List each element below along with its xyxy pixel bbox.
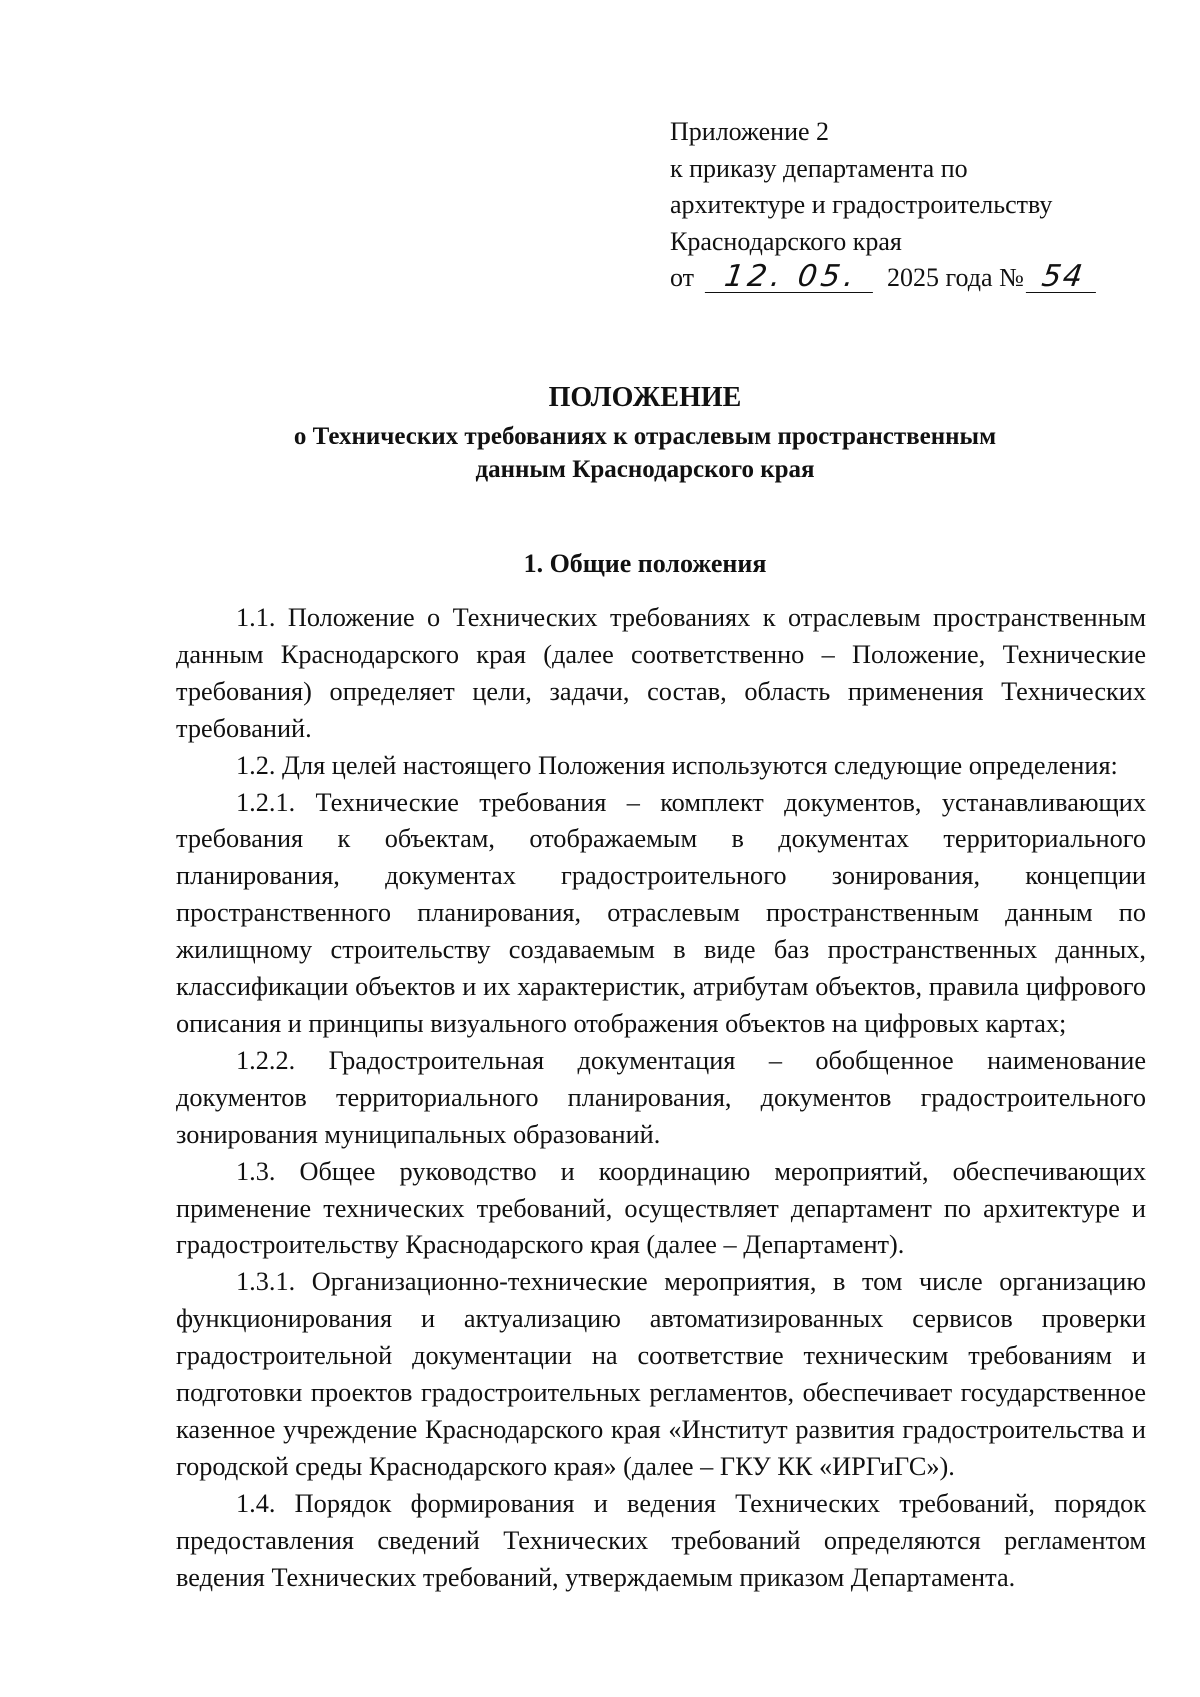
paragraph-1-3-1: 1.3.1. Организационно-технические мероприятия, в том числе организацию функционирования и актуализацию автоматизированных сервисов проверки градостроительной документации на соответствие техническим требованиям и подготовки проектов градостроительных регламентов, обеспечивает государственное казенное учреждение Краснодарского края «Институт развития градостроительства и городской среды Краснодарского края» (далее – ГКУ КК «ИРГиГС»).	[176, 1267, 1146, 1481]
date-prefix: от	[670, 263, 695, 292]
year-text: 2025 года №	[887, 263, 1024, 292]
appendix-line: Краснодарского края	[670, 226, 902, 256]
paragraph-1-2-1: 1.2.1. Технические требования – комплект документов, устанавливающих требования к объектам, отображаемым в документах территориального планирования, документах градостроительного зонирования, концепции пространственного планирования, отраслевым пространственным данным по жилищному строительству создаваемым в виде баз пространственных данных, классификации объектов и их характеристик, атрибутам объектов, правила цифрового описания и принципы визуального отображения объектов на цифровых картах;	[176, 787, 1146, 1038]
handwritten-number: 54	[1026, 262, 1100, 293]
paragraph-1-2-2: 1.2.2. Градостроительная документация – обобщенное наименование документов территориального планирования, документов градостроительного зонирования муниципальных образований.	[176, 1045, 1146, 1149]
document-title	[170, 382, 1120, 486]
title-main: ПОЛОЖЕНИЕ	[548, 382, 742, 413]
paragraph-1-1: 1.1. Положение о Технических требованиях к отраслевым пространственным данным Краснодарского края (далее соответственно – Положение, Технические требования) определяет цели, задачи, состав, область применения Технических требований.	[176, 603, 1146, 743]
title-subtitle-line: о Технических требованиях к отраслевым пространственным	[293, 423, 997, 450]
handwritten-date: 12. 05.	[704, 262, 876, 293]
title-subtitle-line: данным Краснодарского края	[475, 456, 815, 483]
appendix-block	[670, 114, 1130, 297]
paragraph-1-4: 1.4. Порядок формирования и ведения Технических требований, порядок предоставления сведений Технических требований определяются регламентом ведения Технических требований, утверждаемым приказом Департамента.	[176, 1488, 1146, 1592]
appendix-line: архитектуре и градостроительству	[670, 190, 1053, 219]
appendix-line: Приложение 2	[670, 117, 830, 146]
paragraph-1-2: 1.2. Для целей настоящего Положения используются следующие определения:	[236, 750, 1118, 780]
section-heading: 1. Общие положения	[523, 549, 767, 578]
appendix-date-line	[670, 260, 1130, 297]
paragraph-1-3: 1.3. Общее руководство и координацию мероприятий, обеспечивающих применение технических требований, осуществляет департамент по архитектуре и градостроительству Краснодарского края (далее – Департамент).	[176, 1156, 1146, 1260]
section-body	[176, 600, 1146, 1596]
appendix-line: к приказу департамента по	[670, 153, 968, 183]
